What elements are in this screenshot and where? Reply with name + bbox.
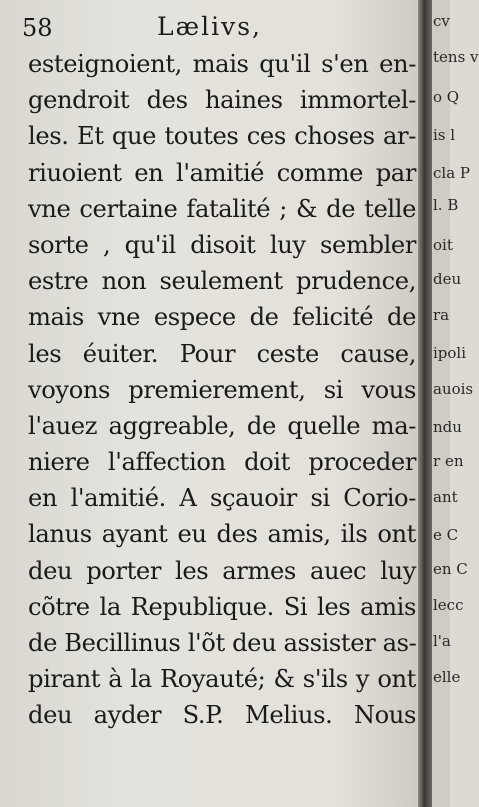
facing-page-fragment: cla P bbox=[433, 164, 471, 182]
text-line: en l'amitié. A sçauoir si Corio- bbox=[28, 484, 416, 513]
book-gutter bbox=[418, 0, 432, 807]
facing-page-fragment: cv bbox=[433, 12, 450, 30]
text-line: niere l'affection doit proceder bbox=[28, 448, 416, 477]
facing-page-fragment: ant bbox=[433, 488, 458, 506]
facing-page-fragment: l'a bbox=[433, 632, 451, 650]
facing-page-fragment: lecc bbox=[433, 596, 464, 614]
facing-page-fragment: elle bbox=[433, 668, 461, 686]
page-header bbox=[22, 8, 402, 44]
facing-page-fragment: deu bbox=[433, 270, 462, 288]
facing-page-fragment: en C bbox=[433, 560, 468, 578]
facing-page-fragment: o Q bbox=[433, 88, 460, 106]
text-line: de Becillinus l'õt deu assister as- bbox=[28, 629, 417, 657]
facing-page-fragment: tens v bbox=[433, 48, 479, 66]
text-line: deu porter les armes auec luy bbox=[28, 556, 416, 585]
running-title: Lælivs, bbox=[157, 12, 262, 41]
facing-page-edge bbox=[432, 0, 479, 807]
text-line: mais vne espece de felicité de bbox=[28, 303, 416, 332]
text-line: estre non seulement prudence, bbox=[28, 267, 416, 296]
text-line: voyons premierement, si vous bbox=[28, 375, 416, 404]
facing-page-fragment: ndu bbox=[433, 418, 462, 436]
text-line: deu ayder S.P. Melius. Nous bbox=[28, 701, 416, 730]
facing-page-fragment: oit bbox=[433, 236, 453, 254]
text-line: cõtre la Republique. Si les amis bbox=[28, 592, 416, 621]
facing-page-fragment: is l bbox=[433, 126, 456, 144]
facing-page-fragment: ipoli bbox=[433, 344, 467, 362]
body-text bbox=[28, 46, 416, 734]
text-line: vne certaine fatalité ; & de telle bbox=[28, 194, 416, 223]
facing-page-fragment: e C bbox=[433, 526, 459, 544]
text-line: pirant à la Royauté; & s'ils y ont bbox=[28, 665, 416, 694]
text-line: sorte , qu'il disoit luy sembler bbox=[28, 230, 416, 259]
text-line: les. Et que toutes ces choses ar- bbox=[28, 122, 416, 151]
text-line: riuoient en l'amitié comme par bbox=[28, 158, 416, 187]
facing-page-fragment: l. B bbox=[433, 196, 459, 214]
text-line: lanus ayant eu des amis, ils ont bbox=[28, 520, 416, 549]
text-line: esteignoient, mais qu'il s'en en- bbox=[28, 50, 416, 78]
text-line: les éuiter. Pour ceste cause, bbox=[28, 339, 416, 368]
facing-page-fragment: ra bbox=[433, 306, 450, 324]
facing-page-fragment: r en bbox=[433, 452, 464, 470]
text-line: l'auez aggreable, de quelle ma- bbox=[28, 411, 416, 440]
text-line: gendroit des haines immortel- bbox=[28, 86, 416, 115]
page-number: 58 bbox=[22, 14, 53, 42]
facing-page-fragment: auois bbox=[433, 380, 474, 398]
